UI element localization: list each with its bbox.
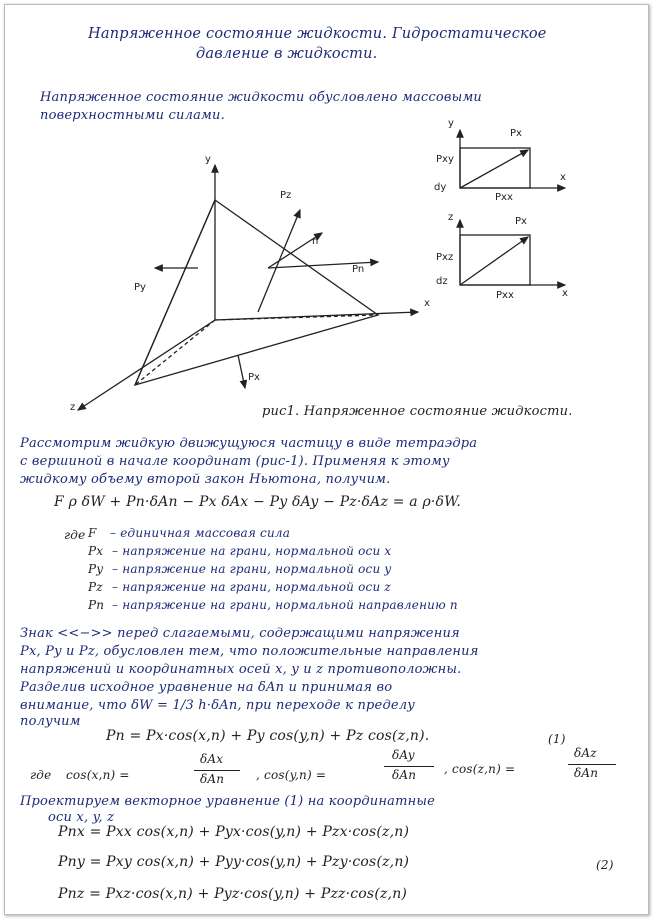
para1-line-2: с вершиной в начале координат (рис-1). Применяя к этому — [20, 454, 450, 469]
main-axis-z — [78, 320, 215, 410]
inset-bottom-z-label: z — [448, 212, 454, 223]
inset-bottom-dz-label: dz — [436, 276, 448, 287]
equation-nz: Pnz = Pxz·cos(x,n) + Pyz·cos(y,n) + Pzz·cos(z,n) — [58, 886, 408, 902]
inset-top-px-label: Px — [510, 128, 522, 139]
main-equation: F ρ δW + Pn·δAn − Px δAx − Py δAy − Pz·δAz = a ρ·δW. — [54, 494, 461, 510]
equation-ny: Pny = Pxy cos(x,n) + Pyy·cos(y,n) + Pzy·cos(z,n) — [58, 854, 410, 870]
inset-bottom-vector-px — [460, 237, 528, 285]
where-sym-f: F — [88, 526, 97, 540]
para2-line-4: Разделив исходное уравнение на δAn и принимая во — [20, 680, 393, 695]
inset-top-x-label: x — [560, 172, 566, 183]
label-py: Py — [134, 282, 146, 293]
vector-px — [238, 355, 245, 388]
cos-z-bar — [568, 764, 616, 765]
where-text-px: – напряжение на грани, нормальной оси x — [112, 544, 392, 558]
where-word: где — [64, 528, 86, 542]
intro-line-1: Напряженное состояние жидкости обусловлено массовыми — [40, 90, 483, 105]
main-axis-z-label: z — [70, 402, 76, 413]
inset-bottom-px-label: Px — [515, 216, 527, 227]
equation-2-number: (2) — [596, 858, 614, 872]
para1-line-1: Рассмотрим жидкую движущуюся частицу в виде тетраэдра — [20, 436, 478, 451]
where-text-f: – единичная массовая сила — [110, 526, 291, 540]
cos-y-den: δAn — [392, 768, 417, 782]
label-px: Px — [248, 372, 260, 383]
equation-1: Pn = Px·cos(x,n) + Py cos(y,n) + Pz cos(z,n). — [106, 728, 430, 744]
inset-top-y-label: y — [448, 118, 454, 129]
equation-1-number: (1) — [548, 732, 566, 746]
cos-where-word: где — [30, 768, 52, 782]
main-axis-x-label: x — [424, 298, 430, 309]
cos-x-left: cos(x,n) = — [66, 768, 130, 782]
cos-x-bar — [194, 770, 240, 771]
main-axis-y-label: y — [205, 154, 211, 165]
inset-bottom-pxx-label: Pxx — [496, 290, 514, 301]
cos-z-num: δAz — [574, 746, 597, 760]
para2-line-1: Знак <<−>> перед слагаемыми, содержащими напряжения — [20, 626, 460, 641]
para2-line-6: получим — [20, 714, 81, 729]
para2-line-3: напряжений и координатных осей x, y и z противоположны. — [20, 662, 462, 677]
intro-line-2: поверхностными силами. — [40, 108, 225, 123]
where-text-py: – напряжение на грани, нормальной оси y — [112, 562, 392, 576]
inset-top-dy-label: dy — [434, 182, 447, 193]
label-pn: Pn — [352, 264, 365, 275]
figure-caption: рис1. Напряженное состояние жидкости. — [262, 404, 573, 419]
cos-z-left: , cos(z,n) = — [444, 762, 516, 776]
title-line-2: давление в жидкости. — [196, 46, 378, 62]
where-sym-px: Px — [88, 544, 104, 558]
para3-line-1: Проектируем векторное уравнение (1) на координатные — [20, 794, 436, 809]
tetrahedron-edges — [135, 200, 378, 385]
cos-x-num: δAx — [200, 752, 224, 766]
cos-y-left: , cos(y,n) = — [256, 768, 327, 782]
para1-line-3: жидкому объему второй закон Ньютона, получим. — [20, 472, 391, 487]
where-sym-pz: Pz — [88, 580, 103, 594]
title-line-1: Напряженное состояние жидкости. Гидростатическое — [88, 26, 547, 42]
para2-line-2: Px, Py и Pz, обусловлен тем, что положительные направления — [20, 644, 479, 659]
inset-top-vector-px — [460, 150, 528, 188]
para2-line-5: внимание, что δW = 1/3 h·δAn, при переходе к пределу — [20, 698, 415, 713]
where-sym-pn: Pn — [88, 598, 105, 612]
label-n: n — [312, 236, 319, 247]
cos-y-bar — [384, 766, 434, 767]
where-text-pz: – напряжение на грани, нормальной оси z — [112, 580, 391, 594]
para3-line-2: оси x, y, z — [48, 810, 115, 825]
where-text-pn: – напряжение на грани, нормальной направлению n — [112, 598, 458, 612]
inset-bottom-pxz-label: Pxz — [436, 252, 454, 263]
inset-top-pxx-label: Pxx — [495, 192, 513, 203]
label-pz: Pz — [280, 190, 292, 201]
equation-nx: Pnx = Pxx cos(x,n) + Pyx·cos(y,n) + Pzx·cos(z,n) — [58, 824, 410, 840]
cos-z-den: δAn — [574, 766, 599, 780]
inset-bottom-x-label: x — [562, 288, 568, 299]
cos-x-den: δAn — [200, 772, 225, 786]
where-sym-py: Py — [88, 562, 104, 576]
cos-y-num: δAy — [392, 748, 415, 762]
inset-top-pxy-label: Pxy — [436, 154, 454, 165]
